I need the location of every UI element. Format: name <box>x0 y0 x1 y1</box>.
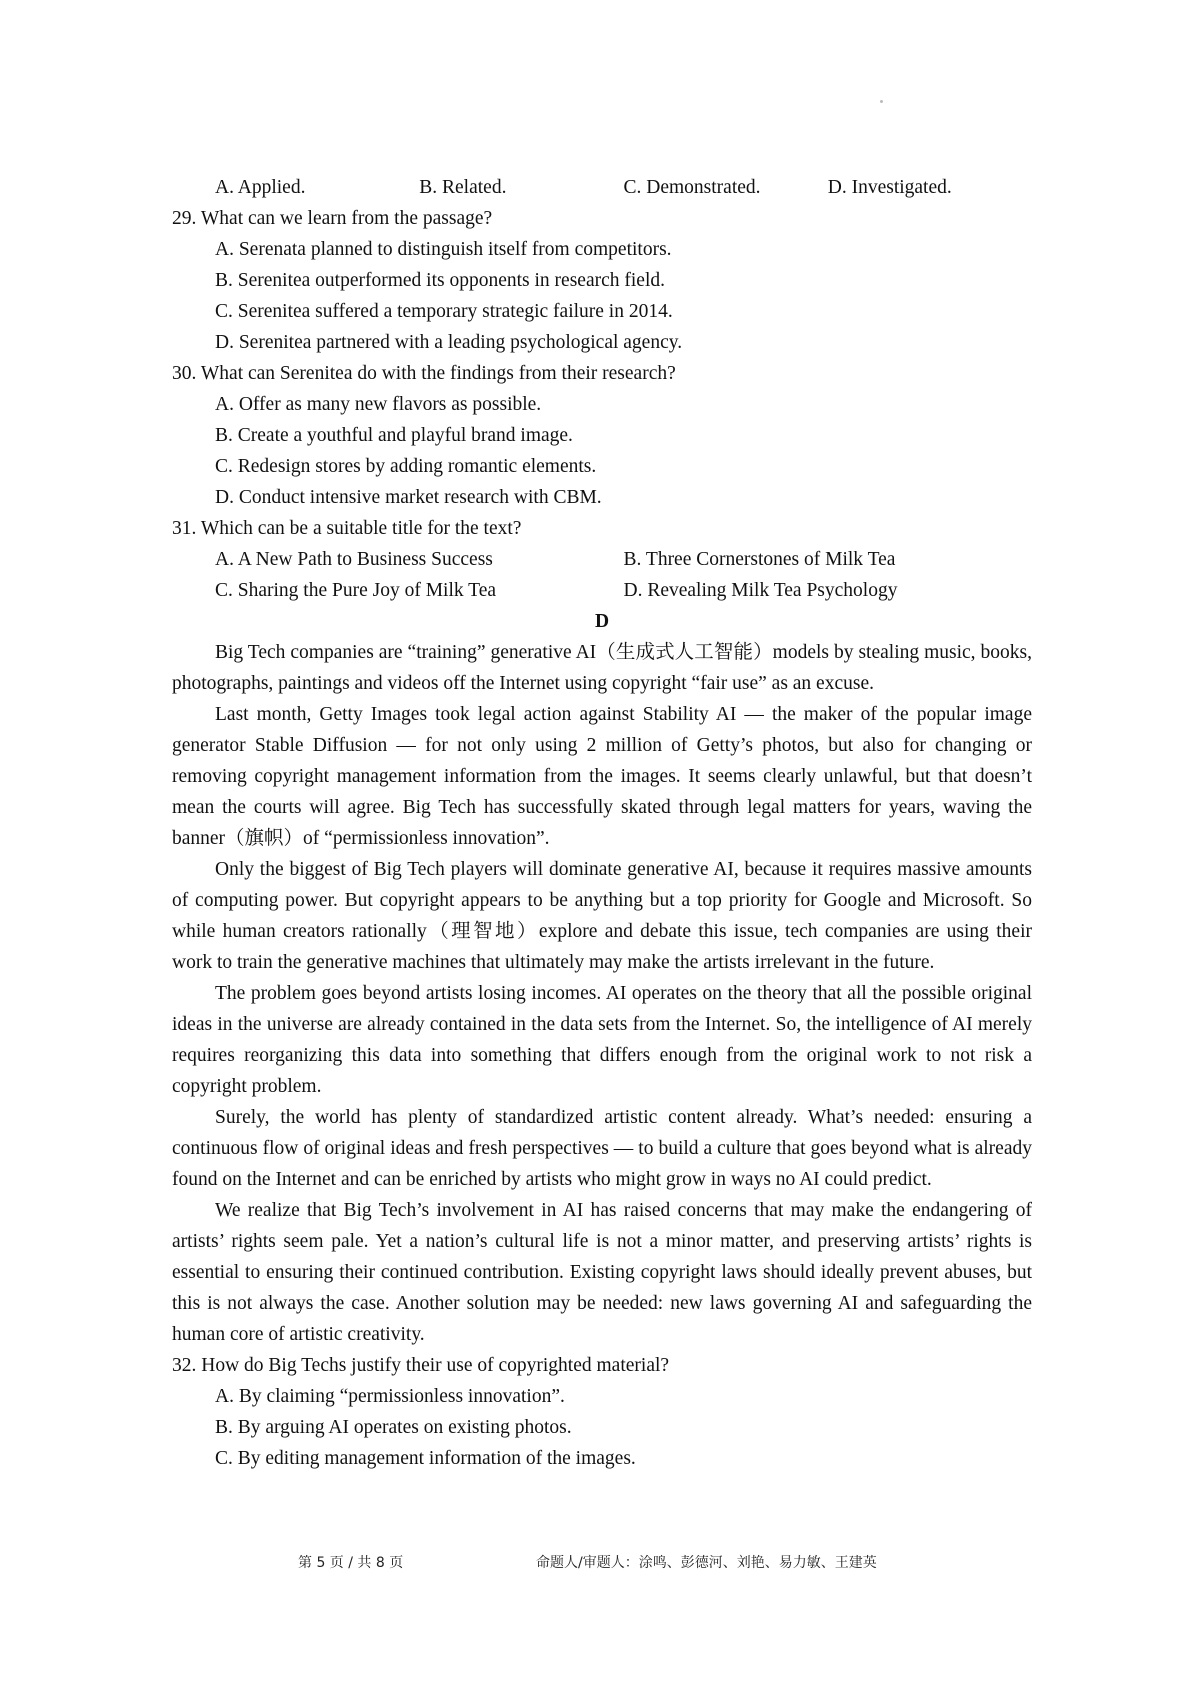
q28-option-b: B. Related. <box>419 177 507 198</box>
q28-option-c: C. Demonstrated. <box>623 177 761 198</box>
section-d-title: D <box>594 611 610 632</box>
q31-options-row1 <box>172 544 1032 575</box>
q30-question: 30. What can Serenitea do with the findings from their research? <box>172 363 676 384</box>
passage-paragraph: Big Tech companies are “training” generative AI（生成式人工智能）models by stealing music, books, photographs, paintings and videos off the Internet using copyright “fair use” as an excuse. <box>172 642 1032 694</box>
q32-option-a: A. By claiming “permissionless innovation”. <box>215 1386 565 1407</box>
q31-question: 31. Which can be a suitable title for the text? <box>172 518 522 539</box>
scan-speck <box>880 100 883 103</box>
q31-option-a: A. A New Path to Business Success <box>215 549 493 570</box>
passage-paragraph: Last month, Getty Images took legal action against Stability AI — the maker of the popular image generator Stable Diffusion — for not only using 2 million of Getty’s photos, but also for changing or removing copyright management information from the images. It seems clearly unlawful, but that doesn’t mean the courts will agree. Big Tech has successfully skated through legal matters for years, waving the banner（旗帜）of “permissionless innovation”. <box>172 704 1032 849</box>
q31-option-b: B. Three Cornerstones of Milk Tea <box>623 549 896 570</box>
q29-question: 29. What can we learn from the passage? <box>172 208 493 229</box>
passage-paragraph: We realize that Big Tech’s involvement in AI has raised concerns that may make the endangering of artists’ rights seem pale. Yet a nation’s cultural life is not a minor matter, and preserving artists’ rights is essential to ensuring their continued contribution. Existing copyright laws should ideally prevent abuses, but this is not always the case. Another solution may be needed: new laws governing AI and safeguarding the human core of artistic creativity. <box>172 1200 1032 1345</box>
q28-option-d: D. Investigated. <box>827 177 952 198</box>
q28-option-a: A. Applied. <box>215 177 306 198</box>
q29-option-d: D. Serenitea partnered with a leading psychological agency. <box>215 332 683 353</box>
q30-option-a: A. Offer as many new flavors as possible. <box>215 394 542 415</box>
passage-paragraph: Surely, the world has plenty of standardized artistic content already. What’s needed: ensuring a continuous flow of original ideas and fresh perspectives — to build a culture that goes beyond what is already found on the Internet and can be enriched by artists who might grow in ways no AI could predict. <box>172 1107 1032 1190</box>
page-number: 第 5 页 / 共 8 页 <box>298 1555 404 1571</box>
exam-authors: 命题人/审题人：涂鸣、彭德河、刘艳、易力敏、王建英 <box>536 1555 877 1571</box>
q32-option-b: B. By arguing AI operates on existing photos. <box>215 1417 572 1438</box>
q28-options <box>172 172 1032 203</box>
q31-option-d: D. Revealing Milk Tea Psychology <box>623 580 898 601</box>
q31-options-row2 <box>172 575 1032 606</box>
q30-option-d: D. Conduct intensive market research with CBM. <box>215 487 602 508</box>
q32-option-c: C. By editing management information of the images. <box>215 1448 636 1469</box>
passage-paragraph: Only the biggest of Big Tech players will dominate generative AI, because it requires massive amounts of computing power. But copyright appears to be anything but a top priority for Google and Microsoft. So while human creators rationally（理智地）explore and debate this issue, tech companies are using their work to train the generative machines that ultimately may make the artists irrelevant in the future. <box>172 859 1032 973</box>
passage-paragraph: The problem goes beyond artists losing incomes. AI operates on the theory that all the possible original ideas in the universe are already contained in the data sets from the Internet. So, the intelligence of AI merely requires reorganizing this data into something that differs enough from the original work to not risk a copyright problem. <box>172 983 1032 1097</box>
q29-option-b: B. Serenitea outperformed its opponents in research field. <box>215 270 665 291</box>
q31-option-c: C. Sharing the Pure Joy of Milk Tea <box>215 580 496 601</box>
q29-option-a: A. Serenata planned to distinguish itself from competitors. <box>215 239 672 260</box>
exam-page-content <box>172 172 1032 1474</box>
q30-option-c: C. Redesign stores by adding romantic elements. <box>215 456 597 477</box>
q32-question: 32. How do Big Techs justify their use of copyrighted material? <box>172 1355 670 1376</box>
q29-option-c: C. Serenitea suffered a temporary strategic failure in 2014. <box>215 301 673 322</box>
q30-option-b: B. Create a youthful and playful brand image. <box>215 425 573 446</box>
